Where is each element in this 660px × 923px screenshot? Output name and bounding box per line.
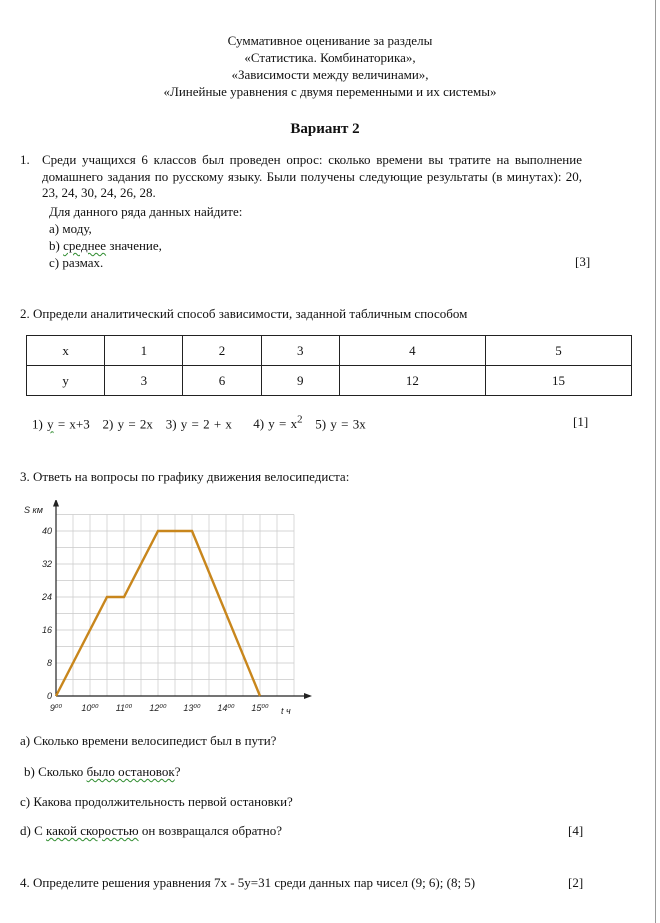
- question-4-text: 4. Определите решения уравнения 7x - 5y=31 среди данных пар чисел (9; 6); (8; 5): [20, 875, 476, 890]
- table-cell: 12: [339, 366, 485, 396]
- y-axis-arrow: [53, 500, 59, 507]
- table-cell: 15: [485, 366, 631, 396]
- question-2-text: 2. Определи аналитический способ зависимости, заданной табличным способом: [20, 306, 468, 321]
- item-b-word: среднее: [63, 238, 107, 253]
- values-table: [26, 335, 632, 396]
- question-3-mark: [4]: [568, 823, 584, 838]
- option-4-exponent: 2: [297, 414, 303, 426]
- option-3: 3) y = 2 + x: [165, 416, 232, 432]
- table-cell: 5: [485, 336, 631, 366]
- question-3-text: 3. Ответь на вопросы по графику движения велосипедиста:: [20, 469, 350, 484]
- question-3-item-d: [20, 823, 282, 840]
- option-4: [253, 416, 302, 431]
- y-tick-label: 0: [46, 691, 52, 701]
- x-tick-label: 9⁰⁰: [49, 703, 63, 713]
- page-edge: [655, 0, 656, 923]
- option-5: 5) y = 3x: [315, 416, 366, 432]
- table-cell: 4: [339, 336, 485, 366]
- variant-title: Вариант 2: [290, 121, 360, 137]
- x-tick-label: 13⁰⁰: [183, 703, 201, 713]
- chart-tick-labels: [41, 526, 269, 713]
- table-row-x: [27, 336, 632, 366]
- cyclist-motion-chart: [22, 500, 322, 725]
- item-b-suffix: ?: [174, 764, 181, 779]
- question-3-item-b: [24, 764, 180, 781]
- item-b-prefix: b) Сколько: [24, 764, 87, 779]
- x-tick-label: 15⁰⁰: [251, 703, 269, 713]
- item-d-prefix: d) С: [20, 823, 46, 838]
- question-4-mark: [2]: [568, 875, 584, 890]
- question-1-item-c: с) размах.: [49, 255, 104, 270]
- x-tick-label: 14⁰⁰: [217, 703, 235, 713]
- option-4-base: 4) y = x: [253, 416, 298, 432]
- document-header: [0, 32, 660, 100]
- y-tick-label: 16: [41, 625, 52, 635]
- question-1-text: Среди учащихся 6 классов был проведен опрос: сколько времени вы тратите на выполнение домашнего задания по русскому языку. Были получены следующие результаты (в минутах): 20, 23, 24, 30, 24, 26, 28.: [42, 152, 582, 200]
- header-line-4: «Линейные уравнения с двумя переменными и их системы»: [163, 84, 497, 99]
- table-cell: 3: [105, 366, 183, 396]
- x-axis-arrow: [304, 693, 312, 699]
- question-1-item-b: [49, 237, 162, 254]
- option-1-rest: = x+3: [53, 416, 90, 432]
- question-2-options: [32, 414, 366, 432]
- y-tick-label: 24: [41, 592, 52, 602]
- y-tick-label: 32: [41, 559, 52, 569]
- item-b-squig: было остановок: [86, 764, 175, 779]
- item-d-squig: какой скоростью: [46, 823, 139, 838]
- option-2: 2) y = 2x: [102, 416, 153, 432]
- header-line-3: «Зависимости между величинами»,: [231, 67, 429, 82]
- x-axis-label: t ч: [281, 706, 291, 716]
- y-tick-label: 8: [46, 658, 52, 668]
- table-cell: 2: [183, 336, 261, 366]
- y-tick-label: 40: [41, 526, 52, 536]
- question-3-item-c: c) Какова продолжительность первой остановки?: [20, 794, 293, 809]
- table-cell: 6: [183, 366, 261, 396]
- question-1-mark: [3]: [575, 254, 591, 269]
- item-d-suffix: он возвращался обратно?: [138, 823, 282, 838]
- question-1-item-a: а) моду,: [49, 221, 92, 236]
- table-cell: y: [27, 366, 105, 396]
- question-2-mark: [1]: [573, 414, 589, 429]
- chart-grid: [56, 515, 294, 697]
- question-3-item-a: а) Сколько времени велосипедист был в пути?: [20, 733, 277, 748]
- question-1-intro: Для данного ряда данных найдите:: [49, 204, 243, 219]
- x-tick-label: 12⁰⁰: [149, 703, 167, 713]
- option-1: [32, 416, 90, 431]
- option-1-y: y: [47, 416, 54, 432]
- x-tick-label: 11⁰⁰: [115, 703, 133, 713]
- header-line-2: «Статистика. Комбинаторика»,: [244, 50, 416, 65]
- header-line-1: Суммативное оценивание за разделы: [227, 33, 433, 48]
- option-1-prefix: 1): [32, 416, 48, 432]
- question-1-number: 1.: [20, 152, 30, 167]
- x-tick-label: 10⁰⁰: [81, 703, 99, 713]
- table-cell: 1: [105, 336, 183, 366]
- table-cell: x: [27, 336, 105, 366]
- table-cell: 3: [261, 336, 339, 366]
- item-b-suffix: значение,: [106, 238, 162, 253]
- item-b-prefix: b): [49, 238, 64, 253]
- table-cell: 9: [261, 366, 339, 396]
- table-row-y: [27, 366, 632, 396]
- y-axis-label: S км: [24, 505, 43, 515]
